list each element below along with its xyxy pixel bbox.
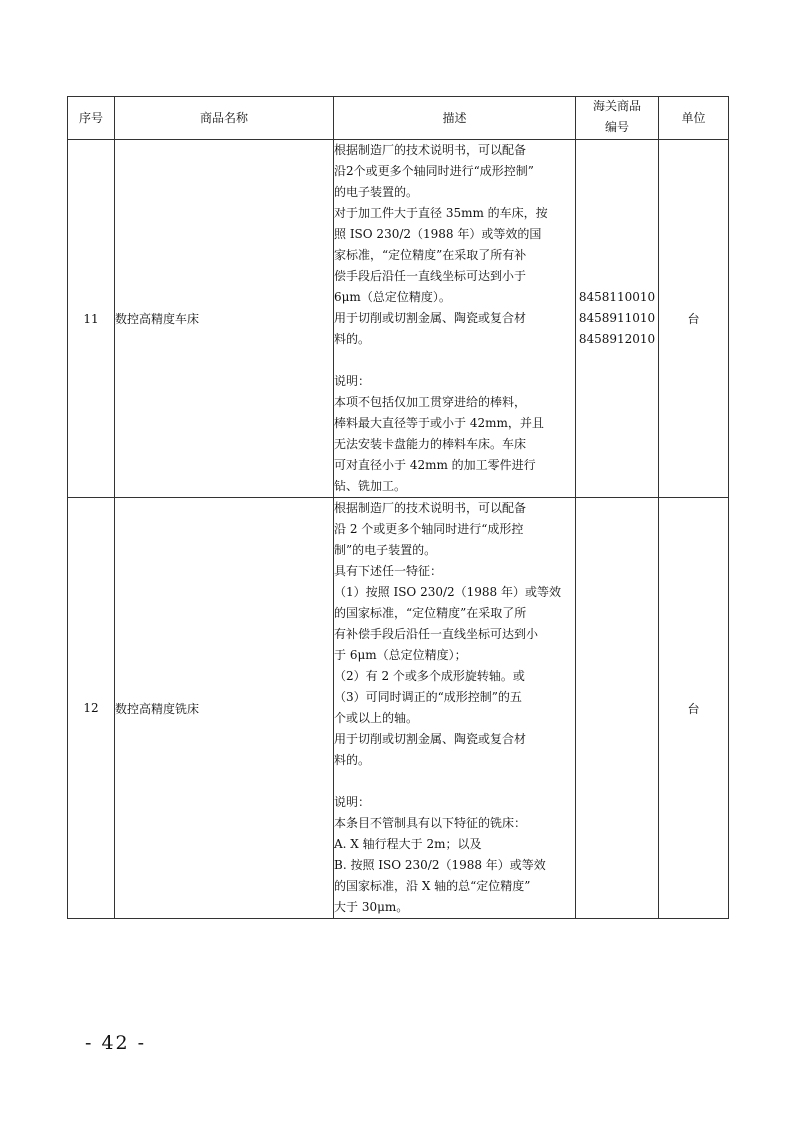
description-line: 根据制造厂的技术说明书，可以配备 — [334, 501, 527, 515]
header-name: 商品名称 — [115, 97, 334, 140]
header-seq: 序号 — [68, 97, 115, 140]
description-line: 用于切削或切割金属、陶瓷或复合材 — [334, 732, 527, 746]
description-line: 于 6μm（总定位精度）； — [334, 648, 467, 662]
description-line: B. 按照 ISO 230/2（1988 年）或等效 — [334, 858, 546, 872]
description-line: 根据制造厂的技术说明书，可以配备 — [334, 143, 527, 157]
description-line: 家标准，“定位精度”在采取了所有补 — [334, 248, 527, 262]
description-line: （3）可同时调正的“成形控制”的五 — [334, 690, 522, 704]
customs-code: 8458911010 — [578, 311, 656, 325]
row-seq: 11 — [68, 140, 115, 498]
header-code — [576, 97, 659, 140]
description-line: 说明： — [334, 374, 371, 388]
description-line: 说明： — [334, 795, 371, 809]
table-row — [68, 498, 729, 919]
description-line: 具有下述任一特征： — [334, 564, 443, 578]
description-line: 的电子装置的。 — [334, 185, 419, 199]
description-line: 棒料最大直径等于或小于 42mm，并且 — [334, 416, 544, 430]
description-line: A. X 轴行程大于 2m；以及 — [334, 837, 482, 851]
header-desc: 描述 — [334, 97, 576, 140]
description-line: 对于加工件大于直径 35mm 的车床，按 — [334, 206, 548, 220]
header-row — [68, 97, 729, 140]
description-line: 制”的电子装置的。 — [334, 543, 437, 557]
customs-code: 8458912010 — [578, 332, 656, 346]
row-customs-codes — [576, 498, 659, 919]
page-number: - 42 - — [85, 1032, 147, 1054]
description-line: （1）按照 ISO 230/2（1988 年）或等效 — [334, 585, 561, 599]
header-unit: 单位 — [659, 97, 729, 140]
description-line: 6μm（总定位精度）。 — [334, 290, 451, 304]
row-name: 数控高精度铣床 — [115, 498, 334, 919]
description-line: 沿 2 个或更多个轴同时进行“成形控 — [334, 522, 524, 536]
description-line: 偿手段后沿任一直线坐标可达到小于 — [334, 269, 527, 283]
description-line — [334, 771, 575, 792]
description-line: 可对直径小于 42mm 的加工零件进行 — [334, 458, 536, 472]
description-line: 个或以上的轴。 — [334, 711, 419, 725]
row-customs-codes — [576, 140, 659, 498]
description-line: （2）有 2 个或多个成形旋转轴。或 — [334, 669, 525, 683]
row-seq: 12 — [68, 498, 115, 919]
row-unit: 台 — [659, 140, 729, 498]
description-line: 料的。 — [334, 332, 371, 346]
header-code-line1: 海关商品 — [592, 99, 641, 113]
description-line: 无法安装卡盘能力的棒料车床。车床 — [334, 437, 527, 451]
header-code-line2: 编号 — [604, 120, 629, 134]
description-line: 的国家标准，“定位精度”在采取了所 — [334, 606, 527, 620]
description-line: 钻、铣加工。 — [334, 479, 407, 493]
row-description — [334, 140, 576, 498]
description-line: 的国家标准，沿 X 轴的总“定位精度” — [334, 879, 531, 893]
row-name: 数控高精度车床 — [115, 140, 334, 498]
description-line — [334, 350, 575, 371]
catalog-table — [67, 96, 729, 919]
description-line: 料的。 — [334, 753, 371, 767]
description-line: 本条目不管制具有以下特征的铣床： — [334, 816, 527, 830]
description-line: 本项不包括仅加工贯穿进给的棒料， — [334, 395, 527, 409]
row-description — [334, 498, 576, 919]
description-line: 有补偿手段后沿任一直线坐标可达到小 — [334, 627, 539, 641]
customs-code: 8458110010 — [578, 290, 656, 304]
description-line: 用于切削或切割金属、陶瓷或复合材 — [334, 311, 527, 325]
row-unit: 台 — [659, 498, 729, 919]
description-line: 大于 30μm。 — [334, 900, 409, 914]
table-row — [68, 140, 729, 498]
description-line: 照 ISO 230/2（1988 年）或等效的国 — [334, 227, 542, 241]
description-line: 沿2个或更多个轴同时进行“成形控制” — [334, 164, 534, 178]
